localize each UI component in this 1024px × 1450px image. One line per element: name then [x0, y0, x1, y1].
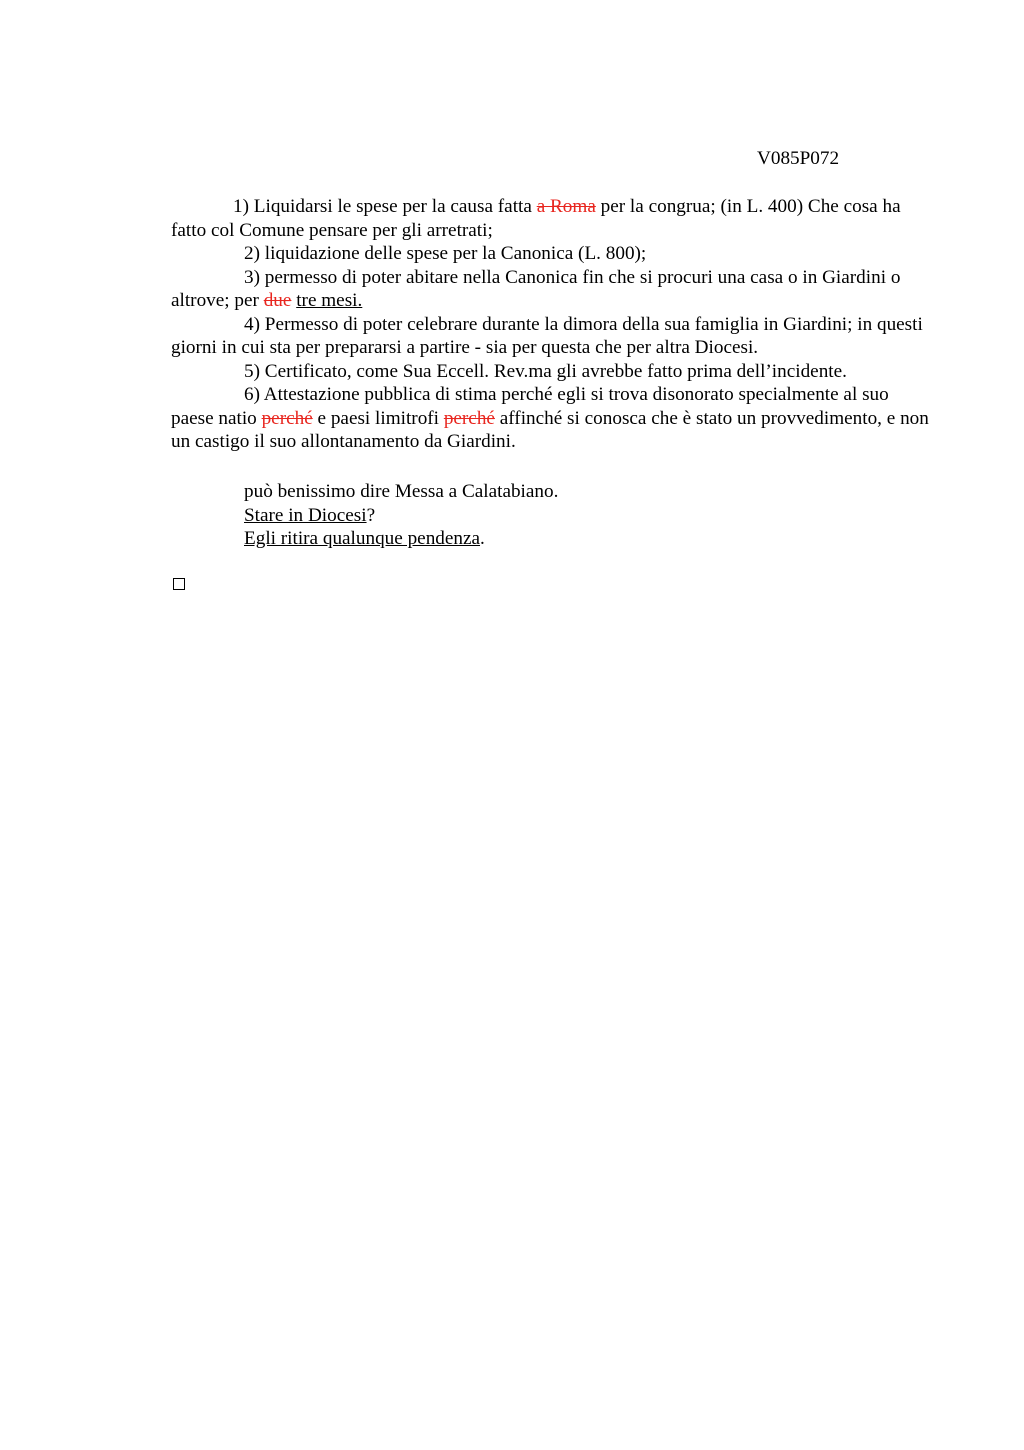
item-text: Attestazione pubblica di stima perché egli si trova disonorato specialmente al suo paese natio — [171, 384, 889, 429]
item-number: 5) — [244, 360, 260, 382]
item-text: permesso di poter abitare nella Canonica fin che si procuri una casa o in Giardini o altrove; per — [171, 266, 901, 311]
list-item-3 — [171, 266, 931, 313]
document-id: V085P072 — [757, 148, 840, 169]
list-item-4 — [171, 313, 931, 360]
item-number: 2) — [244, 243, 260, 264]
note-text: Stare in Diocesi — [244, 504, 367, 526]
item-number: 1) — [233, 196, 249, 217]
item-number: 4) — [244, 313, 260, 335]
deleted-text: perché — [443, 407, 495, 429]
item-text: affinché si conosca che è stato un provvedimento, e non un castigo il suo allontanamento da Giardini. — [171, 407, 929, 452]
note-text: può benissimo dire Messa a Calatabiano. — [244, 481, 559, 502]
note-suffix: ? — [366, 504, 376, 526]
note-line — [244, 527, 558, 551]
deleted-text: a Roma — [536, 196, 596, 217]
note-line — [244, 504, 558, 528]
checkbox-icon[interactable] — [173, 578, 185, 590]
item-text: . — [357, 290, 363, 311]
item-text: per la congrua; (in L. 400) Che cosa ha fatto col Comune pensare per gli arretrati; — [171, 196, 901, 241]
item-text: liquidazione delle spese per la Canonica (L. 800); — [259, 243, 647, 264]
item-number: 6) — [244, 384, 260, 405]
note-text: Egli ritira qualunque pendenza — [244, 528, 481, 549]
item-text: e paesi limitrofi — [312, 407, 444, 429]
item-text: Certificato, come Sua Eccell. Rev.ma gli avrebbe fatto prima dell’incidente. — [259, 360, 847, 382]
handwritten-notes — [244, 480, 558, 551]
document-body — [171, 195, 931, 454]
deleted-text: due — [263, 290, 292, 311]
list-item-5 — [171, 360, 931, 384]
item-text: Permesso di poter celebrare durante la dimora della sua famiglia in Giardini; in questi giorni in cui sta per prepararsi a partire - sia per questa che per altra Diocesi. — [171, 313, 923, 358]
list-item-2 — [171, 242, 931, 266]
item-text: Liquidarsi le spese per la causa fatta — [248, 196, 537, 217]
deleted-text: perché — [261, 407, 313, 429]
item-number: 3) — [244, 266, 260, 288]
inserted-text: tre mesi — [296, 290, 358, 311]
note-line — [244, 480, 558, 504]
list-item-6 — [171, 383, 931, 454]
note-suffix: . — [480, 528, 485, 549]
list-item-1 — [171, 195, 931, 242]
